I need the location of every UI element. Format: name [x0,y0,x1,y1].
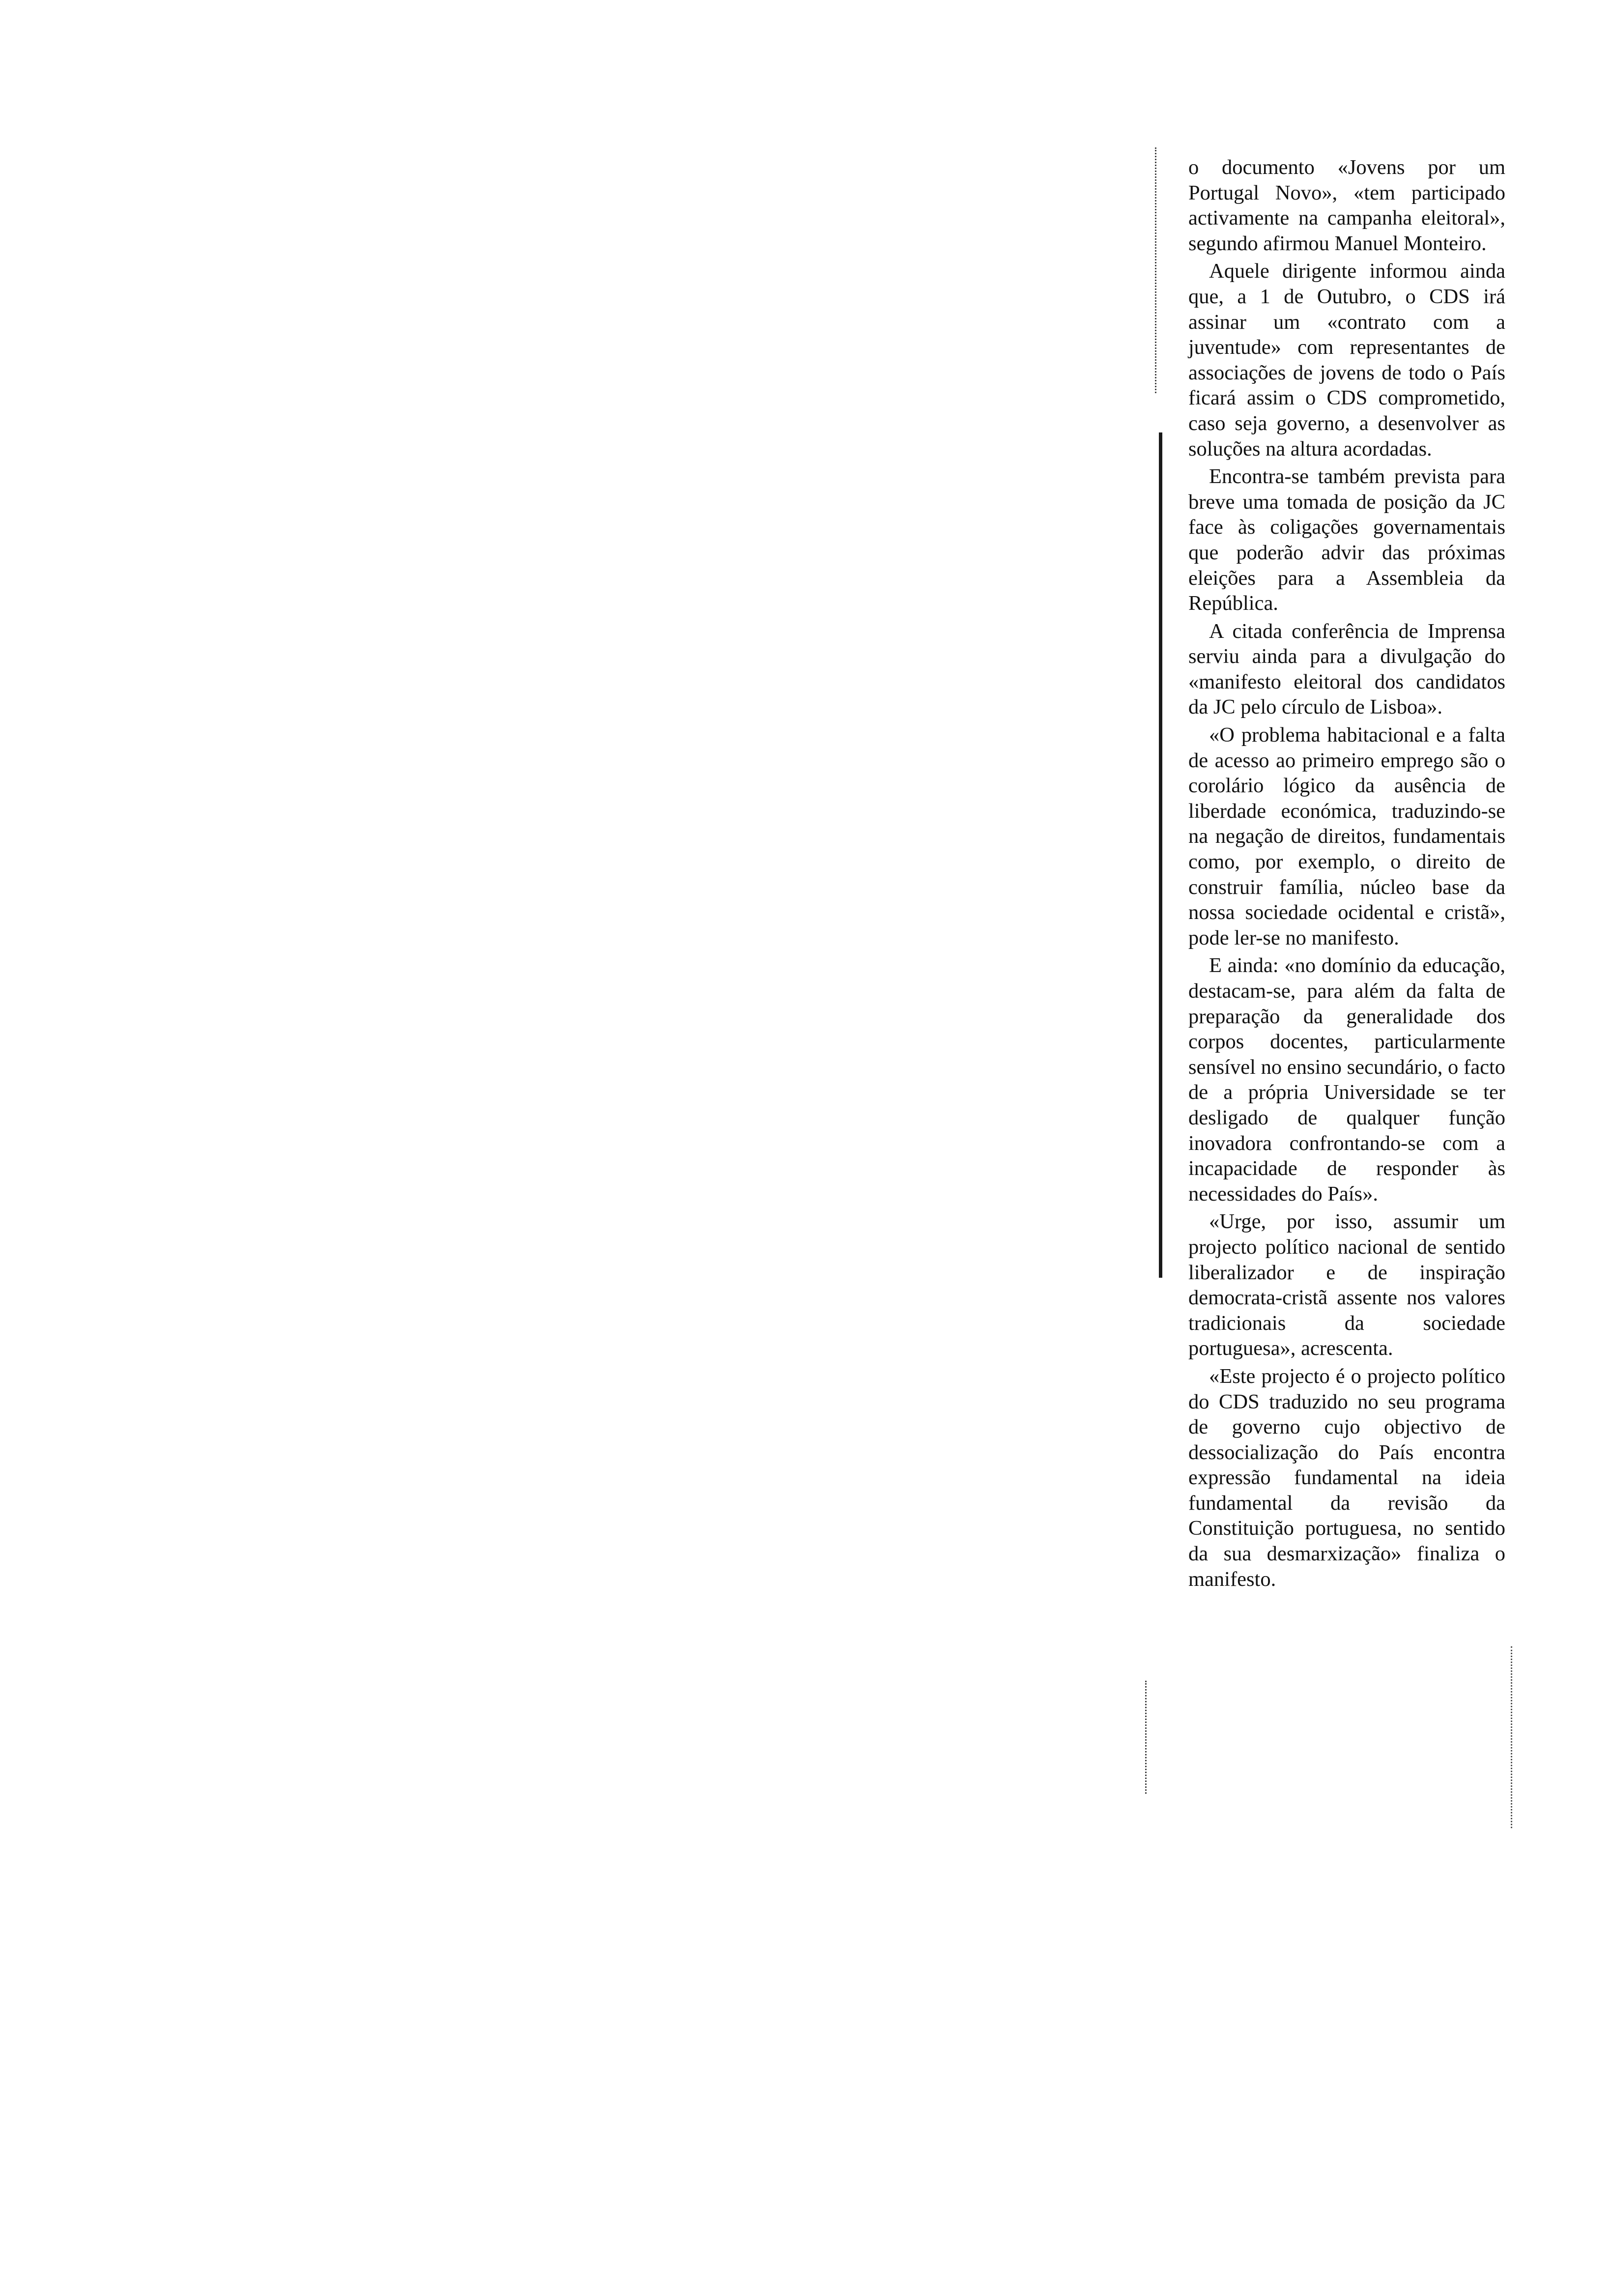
article-paragraph: Aquele dirigente informou ainda que, a 1 de Outubro, o CDS irá assinar um «contrato com a juventude» com representantes de associações de jovens de todo o País ficará assim o CDS comprometido, caso seja governo, a desenvolver as soluções na altura acordadas. [1188,259,1505,460]
article-column [1188,155,1505,1594]
article-paragraph: A citada conferência de Imprensa serviu ainda para a divulgação do «manifesto eleitoral dos candidatos da JC pelo círculo de Lisboa». [1188,619,1505,719]
scan-edge-marks [1511,1646,1515,1828]
article-paragraph: o documento «Jovens por um Portugal Novo», «tem participado activamente na campanha eleitoral», segundo afirmou Manuel Monteiro. [1188,156,1505,255]
article-paragraph: «Este projecto é o projecto político do CDS traduzido no seu programa de governo cujo objectivo de dessocialização do País encontra expressão fundamental na ideia fundamental da revisão da Constituição portuguesa, no sentido da sua desmarxização» finaliza o manifesto. [1188,1364,1505,1591]
scan-edge-marks [1155,147,1163,393]
article-paragraph: «Urge, por isso, assumir um projecto político nacional de sentido liberalizador e de inspiração democrata-cristã assente nos valores tradicionais da sociedade portuguesa», acrescenta. [1188,1210,1505,1360]
scan-edge-marks [1145,1681,1153,1794]
column-rule [1159,432,1162,1278]
article-paragraph: «O problema habitacional e a falta de acesso ao primeiro emprego são o corolário lógico da ausência de liberdade económica, traduzindo-se na negação de direitos, fundamentais como, por exemplo, o direito de construir família, núcleo base da nossa sociedade ocidental e cristã», pode ler-se no manifesto. [1188,723,1505,949]
article-paragraph: Encontra-se também prevista para breve uma tomada de posição da JC face às coligações governamentais que poderão advir das próximas eleições para a Assembleia da República. [1188,465,1505,615]
article-paragraph: E ainda: «no domínio da educação, destacam-se, para além da falta de preparação da generalidade dos corpos docentes, particularmente sensível no ensino secundário, o facto de a própria Universidade se ter desligado de qualquer função inovadora confrontando-se com a incapacidade de responder às necessidades do País». [1188,954,1505,1205]
